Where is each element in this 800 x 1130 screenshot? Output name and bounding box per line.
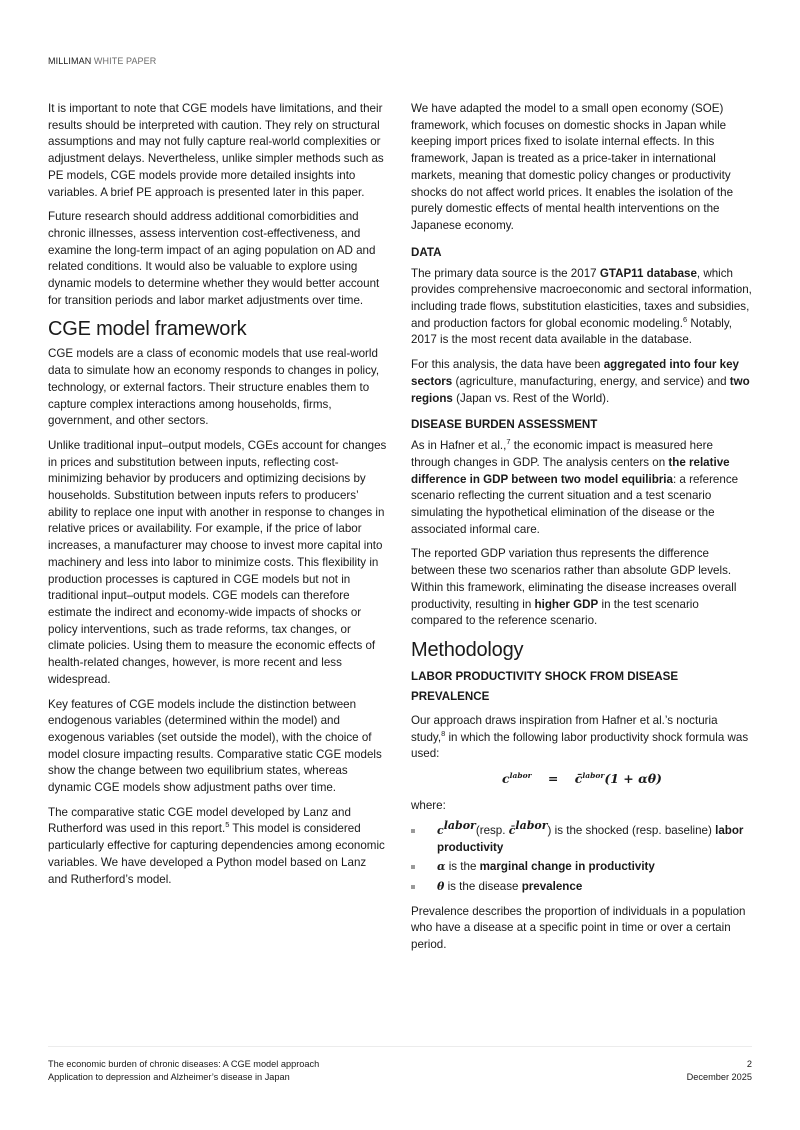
paragraph: It is important to note that CGE models have limitations, and their results should be interpreted with caution. They rely on structural assumptions and may not fully capture real-world complexities or adjustment delays. Nevertheless, unlike simpler methods such as PE models, CGE models provide more detailed insights into variables. A brief PE approach is presented later in this paper.: [48, 102, 384, 199]
text-run: The comparative static CGE model developed by Lanz and Rutherford was used in this report.: [48, 805, 351, 836]
subheading-disease-burden: DISEASE BURDEN ASSESSMENT: [411, 418, 598, 432]
list-item: [411, 818, 753, 856]
footer-meta: [687, 1058, 752, 1083]
text-run: ) is the shocked (resp. baseline): [547, 823, 716, 837]
paragraph: [411, 266, 753, 350]
text-run: (resp.: [475, 823, 509, 837]
bullet-square-icon: [411, 829, 415, 833]
paragraph: [411, 438, 753, 538]
paragraph: We have adapted the model to a small open economy (SOE) framework, which focuses on domestic shocks in Japan while keeping import prices fixed to isolate internal effects. In this framework, Japan is treated as a price-taker in international markets, meaning that domestic policy changes or productivity shocks do not affect world prices. It enables the isolation of the purely domestic effects of mental health interventions on the Japanese economy.: [411, 102, 734, 232]
text-run: (Japan vs. Rest of the World).: [452, 391, 610, 405]
text-run: Notably, 2017 is the most recent data available in the database.: [411, 316, 733, 347]
text-run: This model is considered particularly effective for capturing dependencies among economic variables. We have developed a Python model based on Lanz and Rutherford’s model.: [48, 822, 385, 886]
text-run: , which provides comprehensive macroeconomic and sectoral information, including trade flows, substitution elasticities, taxes and subsidies, and production factors for global economic modeling.: [411, 266, 752, 330]
math-symbol: α: [437, 860, 446, 874]
bold-run: the relative difference in GDP between two model equilibria: [411, 455, 730, 486]
page-number: 2: [746, 1059, 752, 1069]
footnote-ref[interactable]: 7: [506, 437, 511, 447]
paragraph: Unlike traditional input–output models, CGEs account for changes in prices and substitution between inputs, reflecting cost-minimizing behavior by producers and optimizing decisions by households. Substitution between inputs refers to producers’ ability to replace one input with another in response to changes in relative prices or availability. For example, if the price of labor increases, a manufacturer may choose to invest more capital into machinery and less into labor to minimize costs. This flexibility in production processes is captured in CGE models but not in traditional input–output models. CGE models can therefore estimate the indirect and economy-wide impacts of shocks or policy interventions, such as trade reforms, tax changes, or climate policies. Using them to measure the economic effects of health-related changes, however, is more recent and less widespread.: [48, 438, 387, 686]
footnote-ref[interactable]: 6: [682, 314, 688, 324]
text-run: For this analysis, the data have been: [411, 358, 604, 372]
math-sup: labor: [443, 818, 476, 832]
text-run: is the: [445, 860, 480, 874]
paragraph: Prevalence describes the proportion of individuals in a population who have a disease at a specific point in time or over a certain period.: [411, 904, 746, 952]
text-run: the economic impact is measured here through changes in GDP. The analysis centers on: [411, 439, 713, 469]
labor-shock-formula: [411, 771, 753, 786]
math-symbol: c: [437, 823, 444, 837]
formula-lhs-sup: labor: [509, 770, 532, 780]
footer-date: December 2025: [686, 1071, 752, 1082]
paragraph: [411, 546, 753, 630]
footnote-ref[interactable]: 5: [225, 820, 230, 830]
list-item: [411, 879, 753, 896]
math-symbol: c̄: [508, 823, 516, 837]
formula-equals: =: [547, 771, 559, 787]
section-heading-cge-framework: CGE model framework: [48, 318, 247, 341]
bold-run: prevalence: [521, 879, 583, 893]
formula-rhs-sup: labor: [582, 770, 605, 780]
subheading-data: DATA: [411, 245, 442, 259]
formula-tail: (1 + αθ): [604, 771, 662, 787]
footnote-ref[interactable]: 8: [441, 728, 446, 738]
header-brand: MILLIMAN: [48, 56, 92, 66]
math-sup: labor: [515, 818, 548, 832]
text-run: As in Hafner et al.,: [411, 439, 507, 453]
left-column: [48, 101, 388, 896]
right-column: [411, 101, 753, 962]
text-run: The reported GDP variation thus represents the difference between these two scenarios rather than absolute GDP levels. Within this framework, eliminating the disease increases overall productivity, resulting in: [411, 547, 737, 611]
page-header: [48, 56, 156, 66]
header-kind: WHITE PAPER: [93, 56, 157, 66]
text-run: (agriculture, manufacturing, energy, and service) and: [452, 374, 730, 388]
bullet-square-icon: [411, 865, 415, 869]
bold-run: marginal change in productivity: [479, 860, 655, 874]
paragraph: Future research should address additional comorbidities and chronic illnesses, assess intervention cost-effectiveness, and examine the long-term impact of an aging population on AD and related conditions. It would also be valuable to explore using dynamic models to determine whether they would better account for transition periods and labor market adjustments over time.: [48, 210, 380, 307]
paragraph: CGE models are a class of economic models that use real-world data to simulate how an economy responds to changes in policy, technology, or external factors. Their structure enables them to capture complex interactions among households, firms, government, and other sectors.: [48, 347, 380, 428]
paragraph: Key features of CGE models include the distinction between endogenous variables (determined within the model) and exogenous variables (set outside the model), with the choice of model closure impacting results. Comparative static CGE models show the change between two equilibrium states, whereas dynamic CGE models show adjustment paths over time.: [48, 697, 382, 795]
text-run: : a reference scenario reflecting the current situation and a test scenario simulating the hypothetical elimination of the disease or the associated informal care.: [411, 472, 739, 536]
text-run: Our approach draws inspiration from Hafner et al.’s nocturia study,: [411, 713, 718, 744]
bold-run: higher GDP: [534, 597, 599, 611]
text-run: in the test scenario compared to the reference scenario.: [411, 597, 699, 628]
footer-title: [48, 1058, 319, 1083]
paragraph: [411, 357, 753, 407]
formula-rhs: c̄: [574, 771, 583, 787]
bold-run: aggregated into four key sectors: [411, 358, 739, 388]
text-run: is the disease: [444, 879, 522, 893]
bold-run: two regions: [411, 374, 750, 405]
math-symbol: θ: [437, 879, 445, 893]
subheading-labor-shock: LABOR PRODUCTIVITY SHOCK FROM DISEASE PREVALENCE: [411, 669, 679, 703]
bold-run: labor productivity: [437, 823, 744, 854]
paragraph: [48, 805, 388, 889]
footer-line-1: The economic burden of chronic diseases: A CGE model approach: [48, 1059, 320, 1069]
formula-lhs: c: [502, 771, 510, 787]
footer-divider: [48, 1046, 752, 1047]
bold-run: GTAP11 database: [599, 266, 697, 280]
bullet-square-icon: [411, 885, 415, 889]
section-heading-methodology: Methodology: [411, 638, 524, 661]
list-item: [411, 859, 753, 876]
where-label: where:: [411, 799, 446, 813]
text-run: in which the following labor productivity shock formula was used:: [411, 730, 749, 761]
footer-line-2: Application to depression and Alzheimer’s disease in Japan: [48, 1071, 290, 1082]
text-run: The primary data source is the 2017: [411, 266, 600, 280]
paragraph: [411, 713, 753, 763]
variable-list: [411, 818, 753, 896]
